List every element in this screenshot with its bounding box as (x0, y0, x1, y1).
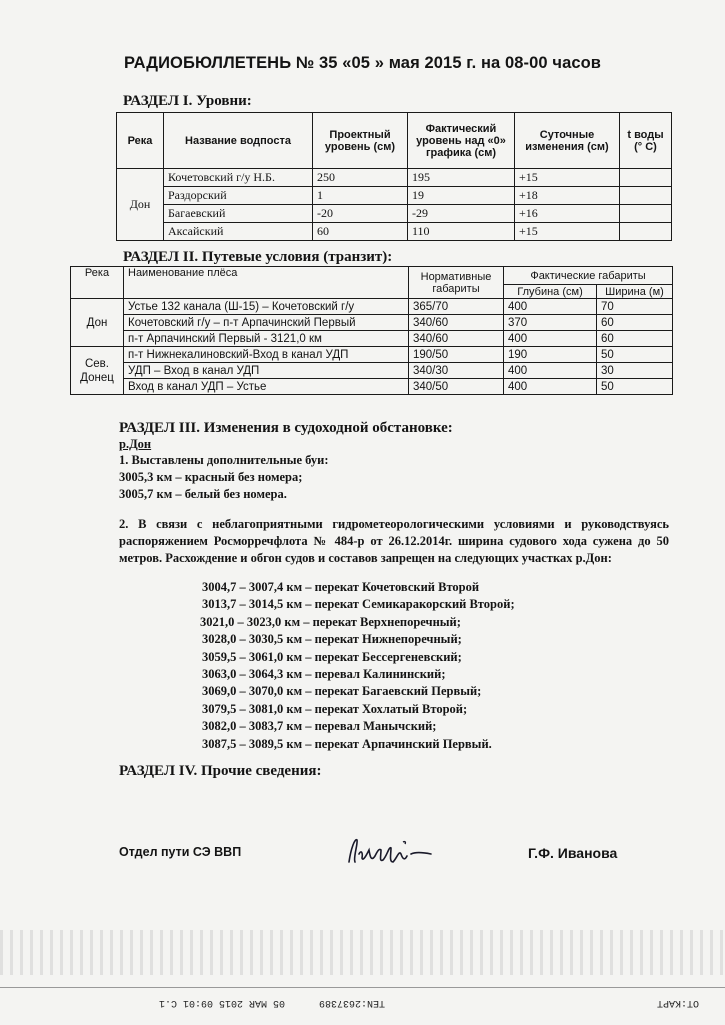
fax-sender: OT:KAPT (656, 997, 699, 1008)
header-depth: Глубина (см) (504, 285, 597, 299)
table-row (71, 315, 673, 331)
width-cell: 50 (597, 379, 673, 395)
section-4-heading: РАЗДЕЛ IV. Прочие сведения: (119, 763, 322, 779)
width-cell: 60 (597, 315, 673, 331)
header-width: Ширина (м) (597, 285, 673, 299)
change-cell: +15 (515, 169, 620, 187)
levels-table (116, 112, 672, 241)
river-cell: Сев. Донец (71, 347, 124, 395)
width-cell: 30 (597, 363, 673, 379)
segment-line: 3028,0 – 3030,5 км – перекат Нижнепоречный; (202, 632, 462, 647)
actual-cell: 19 (408, 187, 515, 205)
header-actual-level: Фактический уровень над «0» графика (см) (408, 113, 515, 169)
river-cell: Дон (71, 299, 124, 347)
depth-cell: 190 (504, 347, 597, 363)
norm-cell: 340/60 (409, 331, 504, 347)
segment-line: 3082,0 – 3083,7 км – перевал Манычский; (202, 719, 437, 734)
norm-cell: 340/30 (409, 363, 504, 379)
post-cell: Багаевский (164, 205, 313, 223)
river-cell: Дон (117, 169, 164, 241)
header-water-temp: t воды (° С) (620, 113, 672, 169)
reach-cell: Кочетовский г/у – п-т Арпачинский Первый (124, 315, 409, 331)
section-2-heading: РАЗДЕЛ II. Путевые условия (транзит): (123, 249, 393, 265)
reach-cell: п-т Нижнекалиновский-Вход в канал УДП (124, 347, 409, 363)
norm-cell: 190/50 (409, 347, 504, 363)
header-design-level: Проектный уровень (см) (313, 113, 408, 169)
depth-cell: 400 (504, 331, 597, 347)
table-row (117, 223, 672, 241)
temp-cell (620, 169, 672, 187)
design-cell: 60 (313, 223, 408, 241)
header-daily-change: Суточные изменения (см) (515, 113, 620, 169)
section-1-heading: РАЗДЕЛ I. Уровни: (123, 93, 252, 109)
design-cell: 250 (313, 169, 408, 187)
table-row (117, 205, 672, 223)
route-header-row-1 (71, 267, 673, 285)
reach-cell: Устье 132 канала (Ш-15) – Кочетовский г/у (124, 299, 409, 315)
department-name: Отдел пути СЭ ВВП (119, 845, 242, 859)
table-row (117, 187, 672, 205)
temp-cell (620, 187, 672, 205)
temp-cell (620, 205, 672, 223)
actual-cell: -29 (408, 205, 515, 223)
depth-cell: 400 (504, 299, 597, 315)
depth-cell: 370 (504, 315, 597, 331)
actual-cell: 195 (408, 169, 515, 187)
buoy-line: 3005,7 км – белый без номера. (119, 487, 287, 501)
norm-cell: 340/60 (409, 315, 504, 331)
segment-line: 3069,0 – 3070,0 км – перекат Багаевский Первый; (202, 684, 482, 699)
header-river: Река (71, 267, 124, 299)
actual-cell: 110 (408, 223, 515, 241)
route-conditions-table (70, 266, 673, 395)
buoy-line: 3005,3 км – красный без номера; (119, 470, 303, 484)
table-row (117, 169, 672, 187)
section-3-heading: РАЗДЕЛ III. Изменения в судоходной обстановке: (119, 420, 453, 436)
segment-line: 3063,0 – 3064,3 км – перевал Калининский; (202, 667, 446, 681)
header-actual-dimensions: Фактические габариты (504, 267, 673, 285)
design-cell: -20 (313, 205, 408, 223)
fax-datetime: 05 MAR 2015 09:01 C.1 (158, 997, 285, 1008)
width-cell: 70 (597, 299, 673, 315)
table-row (71, 379, 673, 395)
table-row (71, 347, 673, 363)
design-cell: 1 (313, 187, 408, 205)
fax-phone: TEN:2637389 (318, 997, 385, 1008)
signature (345, 832, 435, 872)
reach-cell: УДП – Вход в канал УДП (124, 363, 409, 379)
depth-cell: 400 (504, 379, 597, 395)
post-cell: Аксайский (164, 223, 313, 241)
signatory-name: Г.Ф. Иванова (528, 845, 618, 861)
table-row (71, 363, 673, 379)
depth-cell: 400 (504, 363, 597, 379)
header-post: Название водпоста (164, 113, 313, 169)
header-river: Река (117, 113, 164, 169)
buoys-item: 1. Выставлены дополнительные буи: (119, 453, 329, 467)
levels-header-row (117, 113, 672, 169)
width-cell: 50 (597, 347, 673, 363)
header-normative: Нормативные габариты (409, 267, 504, 299)
reach-cell: п-т Арпачинский Первый - 3121,0 км (124, 331, 409, 347)
norm-cell: 340/50 (409, 379, 504, 395)
table-row (71, 299, 673, 315)
change-cell: +15 (515, 223, 620, 241)
segment-line: 3013,7 – 3014,5 км – перекат Семикаракорский Второй; (202, 597, 515, 612)
segment-line: 3004,7 – 3007,4 км – перекат Кочетовский Второй (202, 580, 480, 594)
change-cell: +16 (515, 205, 620, 223)
post-cell: Раздорский (164, 187, 313, 205)
segment-line: 3059,5 – 3061,0 км – перекат Бессергеневский; (202, 649, 462, 664)
restriction-paragraph: 2. В связи с неблагоприятными гидрометеорологическими условиями и руководствуясь распоряжением Росморречфлота № 484-р от 26.12.2014г. ширина судового хода сужена до 50 метров. Расхождение и обгон судов и составов запрещен на следующих участках р.Дон: (119, 517, 669, 565)
fax-separator (0, 987, 725, 988)
scan-bleed (0, 930, 725, 975)
width-cell: 60 (597, 331, 673, 347)
river-label: р.Дон (119, 437, 152, 451)
reach-cell: Вход в канал УДП – Устье (124, 379, 409, 395)
fax-header (0, 992, 725, 1012)
segment-line: 3087,5 – 3089,5 км – перекат Арпачинский Первый. (202, 736, 492, 751)
header-reach: Наименование плёса (124, 267, 409, 299)
temp-cell (620, 223, 672, 241)
segment-line: 3021,0 – 3023,0 км – перекат Верхнепоречный; (200, 614, 461, 629)
change-cell: +18 (515, 187, 620, 205)
bulletin-title: РАДИОБЮЛЛЕТЕНЬ № 35 «05 » мая 2015 г. на 08-00 часов (123, 54, 602, 72)
post-cell: Кочетовский г/у Н.Б. (164, 169, 313, 187)
norm-cell: 365/70 (409, 299, 504, 315)
segment-line: 3079,5 – 3081,0 км – перекат Хохлатый Второй; (202, 701, 468, 716)
table-row (71, 331, 673, 347)
